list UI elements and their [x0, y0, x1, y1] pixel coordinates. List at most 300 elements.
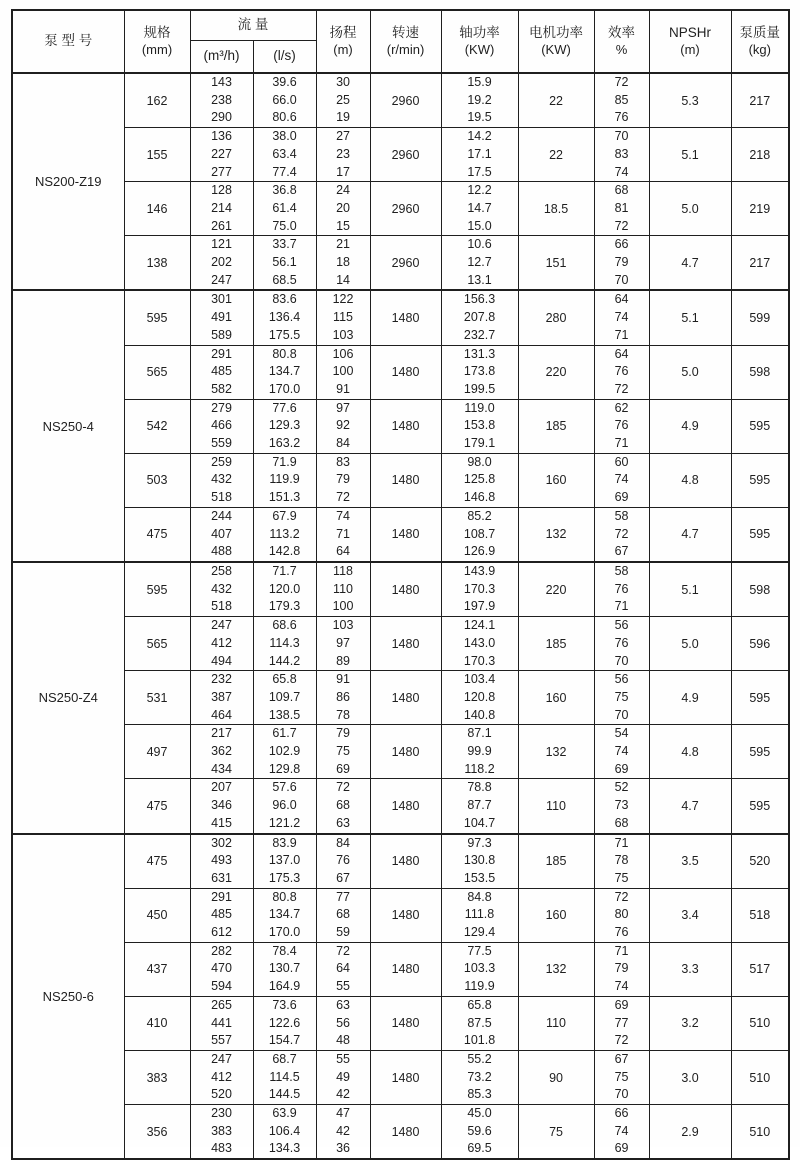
cell-head-line: 76 [336, 853, 350, 868]
header-motor-power [518, 10, 594, 73]
table-row [12, 73, 789, 128]
cell-spec: 437 [124, 942, 190, 996]
cell-efficiency-line: 56 [614, 618, 629, 633]
cell-head [316, 617, 370, 671]
cell-flow-m3h-line: 494 [211, 653, 232, 668]
cell-motor-power: 280 [518, 290, 594, 345]
cell-flow-ls [253, 453, 316, 507]
cell-flow-ls-line: 119.9 [269, 472, 300, 487]
cell-shaft-power-line: 199.5 [463, 381, 496, 396]
cell-flow-ls-line: 154.7 [268, 1033, 301, 1048]
cell-shaft-power-line: 13.1 [467, 272, 492, 287]
cell-head-line: 84 [336, 436, 350, 451]
cell-shaft-power [441, 1050, 518, 1104]
cell-head-line: 72 [336, 943, 350, 958]
cell-head [316, 1105, 370, 1160]
header-pump-mass-label: 泵质量 [739, 25, 781, 41]
table-row [12, 290, 789, 345]
header-speed-unit: (r/min) [386, 41, 425, 57]
cell-flow-m3h-line: 230 [211, 1106, 232, 1121]
cell-shaft-power [441, 345, 518, 399]
cell-flow-ls-line: 134.3 [268, 1141, 301, 1156]
cell-spec: 450 [124, 888, 190, 942]
cell-shaft-power [441, 617, 518, 671]
cell-flow-m3h-line: 466 [211, 418, 232, 433]
cell-shaft-power [441, 399, 518, 453]
cell-speed: 1480 [370, 942, 441, 996]
cell-head-line: 100 [332, 599, 354, 614]
cell-flow-ls [253, 182, 316, 236]
cell-mass: 510 [731, 1105, 789, 1160]
cell-npshr: 5.3 [649, 73, 731, 128]
cell-flow-ls-line: 68.7 [272, 1051, 297, 1066]
cell-npshr: 4.7 [649, 779, 731, 834]
cell-shaft-power-line: 207.8 [463, 310, 496, 325]
cell-motor-power: 185 [518, 834, 594, 889]
cell-flow-ls-line: 77.6 [272, 400, 297, 415]
cell-speed: 1480 [370, 399, 441, 453]
cell-head-line: 97 [336, 400, 350, 415]
cell-speed: 1480 [370, 453, 441, 507]
cell-shaft-power-line: 146.8 [463, 490, 496, 505]
cell-efficiency-line: 74 [614, 979, 629, 994]
cell-mass: 518 [731, 888, 789, 942]
cell-efficiency-line: 78 [614, 853, 629, 868]
cell-shaft-power-line: 120.8 [463, 689, 496, 704]
cell-speed: 1480 [370, 888, 441, 942]
cell-flow-m3h-line: 485 [211, 907, 232, 922]
cell-mass: 595 [731, 507, 789, 562]
cell-efficiency-line: 74 [614, 310, 629, 325]
cell-npshr: 3.5 [649, 834, 731, 889]
cell-efficiency [594, 996, 649, 1050]
cell-mass: 520 [731, 834, 789, 889]
cell-flow-m3h-line: 518 [211, 599, 232, 614]
cell-mass: 595 [731, 725, 789, 779]
cell-head [316, 236, 370, 291]
cell-flow-ls-line: 113.2 [269, 526, 300, 541]
cell-head-line: 59 [336, 925, 350, 940]
cell-mass: 510 [731, 1050, 789, 1104]
cell-head-line: 56 [336, 1015, 350, 1030]
header-motor-power-label: 电机功率 [529, 25, 584, 41]
header-row-1 [12, 10, 789, 40]
cell-shaft-power-line: 10.6 [467, 237, 492, 252]
cell-efficiency-line: 73 [614, 798, 629, 813]
cell-efficiency-line: 58 [614, 563, 629, 578]
cell-head-line: 84 [336, 835, 350, 850]
cell-flow-ls-line: 71.9 [272, 454, 297, 469]
cell-flow-m3h [190, 671, 253, 725]
cell-shaft-power-line: 85.3 [467, 1087, 492, 1102]
cell-flow-ls-line: 129.3 [268, 418, 301, 433]
table-row [12, 345, 789, 399]
header-pump-model: 泵 型 号 [12, 10, 124, 73]
cell-efficiency [594, 399, 649, 453]
table-row [12, 725, 789, 779]
cell-head-line: 20 [336, 200, 350, 215]
cell-efficiency-line: 81 [614, 200, 629, 215]
cell-efficiency-line: 75 [614, 870, 629, 885]
cell-shaft-power-line: 125.8 [463, 472, 496, 487]
table-row [12, 942, 789, 996]
cell-head [316, 834, 370, 889]
cell-shaft-power-line: 15.0 [467, 218, 492, 233]
cell-efficiency [594, 345, 649, 399]
cell-flow-ls-line: 68.5 [272, 272, 297, 287]
table-body [12, 73, 789, 1159]
cell-shaft-power-line: 85.2 [467, 508, 492, 523]
cell-shaft-power-line: 103.3 [463, 961, 496, 976]
cell-flow-ls-line: 170.0 [268, 925, 301, 940]
cell-efficiency [594, 236, 649, 291]
cell-shaft-power [441, 236, 518, 291]
cell-head-line: 27 [336, 129, 350, 144]
cell-shaft-power-line: 118.2 [464, 761, 495, 776]
cell-efficiency-line: 85 [614, 92, 629, 107]
cell-efficiency-line: 76 [614, 581, 629, 596]
cell-speed: 1480 [370, 725, 441, 779]
cell-flow-m3h-line: 232 [211, 672, 232, 687]
cell-flow-m3h-line: 202 [211, 255, 232, 270]
cell-head [316, 453, 370, 507]
cell-shaft-power-line: 17.1 [467, 146, 492, 161]
cell-shaft-power [441, 725, 518, 779]
cell-head-line: 72 [336, 780, 350, 795]
cell-spec: 542 [124, 399, 190, 453]
cell-motor-power: 90 [518, 1050, 594, 1104]
cell-flow-ls [253, 942, 316, 996]
cell-shaft-power [441, 996, 518, 1050]
header-spec-unit: (mm) [141, 41, 173, 57]
cell-motor-power: 132 [518, 507, 594, 562]
cell-efficiency-line: 79 [614, 255, 629, 270]
cell-flow-ls-line: 33.7 [272, 237, 297, 252]
cell-motor-power: 110 [518, 779, 594, 834]
cell-shaft-power [441, 888, 518, 942]
cell-flow-m3h [190, 834, 253, 889]
cell-motor-power: 160 [518, 671, 594, 725]
cell-spec: 475 [124, 779, 190, 834]
cell-efficiency-line: 69 [614, 761, 629, 776]
cell-flow-ls-line: 96.0 [272, 798, 297, 813]
cell-mass: 218 [731, 128, 789, 182]
cell-head-line: 78 [336, 707, 350, 722]
cell-head-line: 83 [336, 454, 350, 469]
cell-shaft-power [441, 562, 518, 617]
cell-shaft-power-line: 55.2 [467, 1051, 492, 1066]
cell-head [316, 888, 370, 942]
cell-efficiency [594, 182, 649, 236]
cell-motor-power: 220 [518, 562, 594, 617]
cell-efficiency-line: 76 [614, 418, 629, 433]
header-flow-m3h: (m³/h) [190, 40, 253, 73]
cell-flow-m3h-line: 247 [211, 618, 232, 633]
cell-mass: 595 [731, 399, 789, 453]
cell-head [316, 73, 370, 128]
cell-mass: 598 [731, 562, 789, 617]
cell-speed: 1480 [370, 562, 441, 617]
cell-shaft-power-line: 170.3 [463, 653, 496, 668]
cell-spec: 497 [124, 725, 190, 779]
cell-flow-ls-line: 66.0 [272, 92, 297, 107]
cell-flow-m3h-line: 483 [211, 1141, 232, 1156]
cell-spec: 475 [124, 834, 190, 889]
cell-npshr: 3.4 [649, 888, 731, 942]
cell-flow-m3h-line: 258 [211, 563, 232, 578]
cell-efficiency-line: 69 [614, 1141, 629, 1156]
cell-head-line: 68 [336, 907, 350, 922]
header-npshr-unit: (m) [680, 41, 700, 57]
pump-model-cell: NS250-4 [12, 290, 124, 562]
cell-efficiency-line: 60 [614, 454, 629, 469]
cell-flow-ls-line: 67.9 [272, 508, 297, 523]
cell-flow-m3h-line: 261 [211, 218, 232, 233]
cell-head-line: 67 [336, 870, 350, 885]
table-row [12, 128, 789, 182]
cell-spec: 146 [124, 182, 190, 236]
cell-flow-ls-line: 138.5 [268, 707, 301, 722]
cell-speed: 1480 [370, 1050, 441, 1104]
cell-flow-ls-line: 83.9 [272, 835, 297, 850]
cell-flow-ls-line: 142.8 [268, 544, 301, 559]
cell-motor-power: 110 [518, 996, 594, 1050]
cell-flow-m3h-line: 432 [211, 581, 232, 596]
cell-flow-ls [253, 725, 316, 779]
cell-efficiency-line: 69 [614, 490, 629, 505]
cell-efficiency [594, 453, 649, 507]
cell-head-line: 49 [336, 1069, 350, 1084]
cell-spec: 531 [124, 671, 190, 725]
cell-shaft-power-line: 104.7 [463, 815, 496, 830]
cell-shaft-power-line: 170.3 [463, 581, 496, 596]
cell-shaft-power-line: 129.4 [463, 925, 496, 940]
cell-head-line: 47 [336, 1106, 350, 1121]
cell-spec: 565 [124, 617, 190, 671]
cell-efficiency [594, 942, 649, 996]
cell-flow-m3h [190, 562, 253, 617]
cell-efficiency [594, 888, 649, 942]
cell-flow-m3h-line: 407 [211, 526, 232, 541]
cell-efficiency-line: 83 [614, 146, 629, 161]
cell-shaft-power-line: 84.8 [467, 889, 492, 904]
table-row [12, 236, 789, 291]
cell-motor-power: 132 [518, 942, 594, 996]
cell-efficiency-line: 70 [614, 129, 629, 144]
cell-flow-ls-line: 63.4 [272, 146, 297, 161]
cell-npshr: 5.0 [649, 182, 731, 236]
cell-head-line: 110 [333, 581, 353, 596]
cell-flow-ls-line: 109.7 [268, 689, 301, 704]
cell-head-line: 25 [336, 92, 350, 107]
cell-flow-ls [253, 1105, 316, 1160]
cell-efficiency-line: 76 [614, 364, 629, 379]
header-pump-mass [731, 10, 789, 73]
cell-shaft-power [441, 453, 518, 507]
cell-spec: 410 [124, 996, 190, 1050]
cell-efficiency-line: 72 [614, 218, 629, 233]
cell-shaft-power [441, 671, 518, 725]
cell-shaft-power [441, 779, 518, 834]
header-spec-label: 规格 [143, 25, 171, 41]
cell-spec: 155 [124, 128, 190, 182]
cell-flow-m3h-line: 128 [211, 183, 232, 198]
cell-flow-ls-line: 136.4 [268, 310, 301, 325]
table-row [12, 671, 789, 725]
cell-head [316, 290, 370, 345]
cell-efficiency-line: 66 [614, 237, 629, 252]
cell-flow-m3h-line: 594 [211, 979, 232, 994]
cell-head-line: 42 [336, 1087, 350, 1102]
header-efficiency-unit: % [615, 41, 628, 57]
cell-efficiency [594, 779, 649, 834]
cell-efficiency-line: 69 [614, 997, 629, 1012]
cell-flow-ls [253, 562, 316, 617]
cell-flow-ls-line: 63.9 [272, 1106, 297, 1121]
table-row [12, 996, 789, 1050]
cell-flow-m3h-line: 362 [211, 744, 232, 759]
cell-flow-ls-line: 78.4 [272, 943, 297, 958]
cell-flow-ls [253, 1050, 316, 1104]
cell-efficiency-line: 58 [614, 508, 629, 523]
cell-flow-m3h-line: 412 [211, 635, 232, 650]
cell-npshr: 4.9 [649, 399, 731, 453]
cell-efficiency-line: 74 [614, 744, 629, 759]
cell-head-line: 91 [336, 672, 350, 687]
header-shaft-power-label: 轴功率 [459, 25, 500, 41]
header-speed [370, 10, 441, 73]
cell-efficiency [594, 290, 649, 345]
cell-mass: 596 [731, 617, 789, 671]
cell-flow-m3h-line: 520 [211, 1087, 232, 1102]
cell-flow-ls [253, 779, 316, 834]
cell-flow-m3h-line: 290 [211, 110, 232, 125]
cell-head [316, 399, 370, 453]
cell-flow-m3h [190, 1105, 253, 1160]
cell-speed: 2960 [370, 128, 441, 182]
cell-motor-power: 132 [518, 725, 594, 779]
cell-flow-ls-line: 163.2 [268, 436, 301, 451]
cell-efficiency-line: 74 [614, 1123, 629, 1138]
cell-efficiency-line: 75 [614, 1069, 629, 1084]
header-head [316, 10, 370, 73]
cell-mass: 595 [731, 779, 789, 834]
pump-model-cell: NS200-Z19 [12, 73, 124, 290]
cell-efficiency [594, 1105, 649, 1160]
cell-head [316, 1050, 370, 1104]
cell-head-line: 24 [336, 183, 350, 198]
cell-motor-power: 160 [518, 453, 594, 507]
cell-shaft-power-line: 111.8 [464, 907, 495, 922]
cell-shaft-power-line: 65.8 [467, 997, 492, 1012]
cell-spec: 595 [124, 562, 190, 617]
cell-efficiency-line: 71 [614, 943, 629, 958]
cell-flow-m3h-line: 631 [211, 870, 232, 885]
cell-efficiency [594, 507, 649, 562]
cell-flow-ls-line: 61.4 [272, 200, 297, 215]
cell-mass: 595 [731, 671, 789, 725]
cell-head-line: 86 [336, 689, 350, 704]
cell-head-line: 42 [336, 1123, 350, 1138]
table-row [12, 779, 789, 834]
cell-motor-power: 151 [518, 236, 594, 291]
cell-head [316, 996, 370, 1050]
header-pump-mass-unit: (kg) [748, 41, 771, 57]
cell-npshr: 4.7 [649, 507, 731, 562]
cell-flow-m3h [190, 182, 253, 236]
cell-head-line: 72 [336, 490, 350, 505]
cell-flow-ls-line: 38.0 [272, 129, 297, 144]
cell-efficiency [594, 73, 649, 128]
table-row [12, 1050, 789, 1104]
cell-shaft-power-line: 119.0 [464, 400, 495, 415]
cell-head-line: 77 [336, 889, 350, 904]
cell-flow-ls-line: 114.5 [269, 1069, 300, 1084]
cell-flow-m3h-line: 387 [211, 689, 232, 704]
cell-flow-m3h-line: 412 [211, 1069, 232, 1084]
cell-shaft-power-line: 131.3 [463, 346, 496, 361]
cell-flow-m3h-line: 557 [211, 1033, 232, 1048]
cell-flow-m3h-line: 612 [211, 925, 232, 940]
header-flow: 流 量 [190, 10, 316, 40]
cell-motor-power: 22 [518, 128, 594, 182]
cell-efficiency-line: 54 [614, 726, 629, 741]
header-head-unit: (m) [333, 41, 353, 57]
cell-speed: 1480 [370, 834, 441, 889]
cell-efficiency [594, 128, 649, 182]
table-row [12, 453, 789, 507]
cell-head-line: 100 [332, 364, 354, 379]
header-npshr-label: NPSHr [669, 25, 712, 41]
cell-flow-m3h [190, 236, 253, 291]
cell-flow-m3h-line: 488 [211, 544, 232, 559]
cell-speed: 2960 [370, 236, 441, 291]
cell-efficiency-line: 67 [614, 544, 629, 559]
cell-mass: 217 [731, 73, 789, 128]
cell-efficiency-line: 70 [614, 272, 629, 287]
header-speed-label: 转速 [392, 25, 420, 41]
table-row [12, 617, 789, 671]
cell-flow-ls-line: 106.4 [268, 1123, 301, 1138]
table-row [12, 834, 789, 889]
header-motor-power-unit: (KW) [541, 41, 571, 57]
cell-flow-m3h-line: 244 [211, 508, 232, 523]
cell-head-line: 106 [332, 346, 354, 361]
cell-efficiency-line: 68 [614, 815, 629, 830]
header-flow-ls: (l/s) [253, 40, 316, 73]
cell-spec: 595 [124, 290, 190, 345]
cell-efficiency-line: 74 [614, 164, 629, 179]
cell-npshr: 5.0 [649, 617, 731, 671]
cell-head [316, 182, 370, 236]
cell-flow-m3h-line: 291 [211, 346, 232, 361]
cell-flow-ls [253, 507, 316, 562]
cell-flow-m3h [190, 507, 253, 562]
cell-head-line: 79 [336, 726, 350, 741]
cell-flow-ls [253, 996, 316, 1050]
cell-shaft-power [441, 290, 518, 345]
cell-head-line: 75 [336, 744, 350, 759]
cell-flow-ls-line: 57.6 [272, 780, 297, 795]
cell-mass: 219 [731, 182, 789, 236]
cell-flow-ls-line: 56.1 [272, 255, 297, 270]
cell-shaft-power-line: 143.9 [463, 563, 496, 578]
header-spec [124, 10, 190, 73]
cell-flow-ls-line: 121.2 [268, 815, 301, 830]
cell-shaft-power-line: 130.8 [463, 853, 496, 868]
cell-flow-ls [253, 399, 316, 453]
cell-flow-m3h [190, 290, 253, 345]
